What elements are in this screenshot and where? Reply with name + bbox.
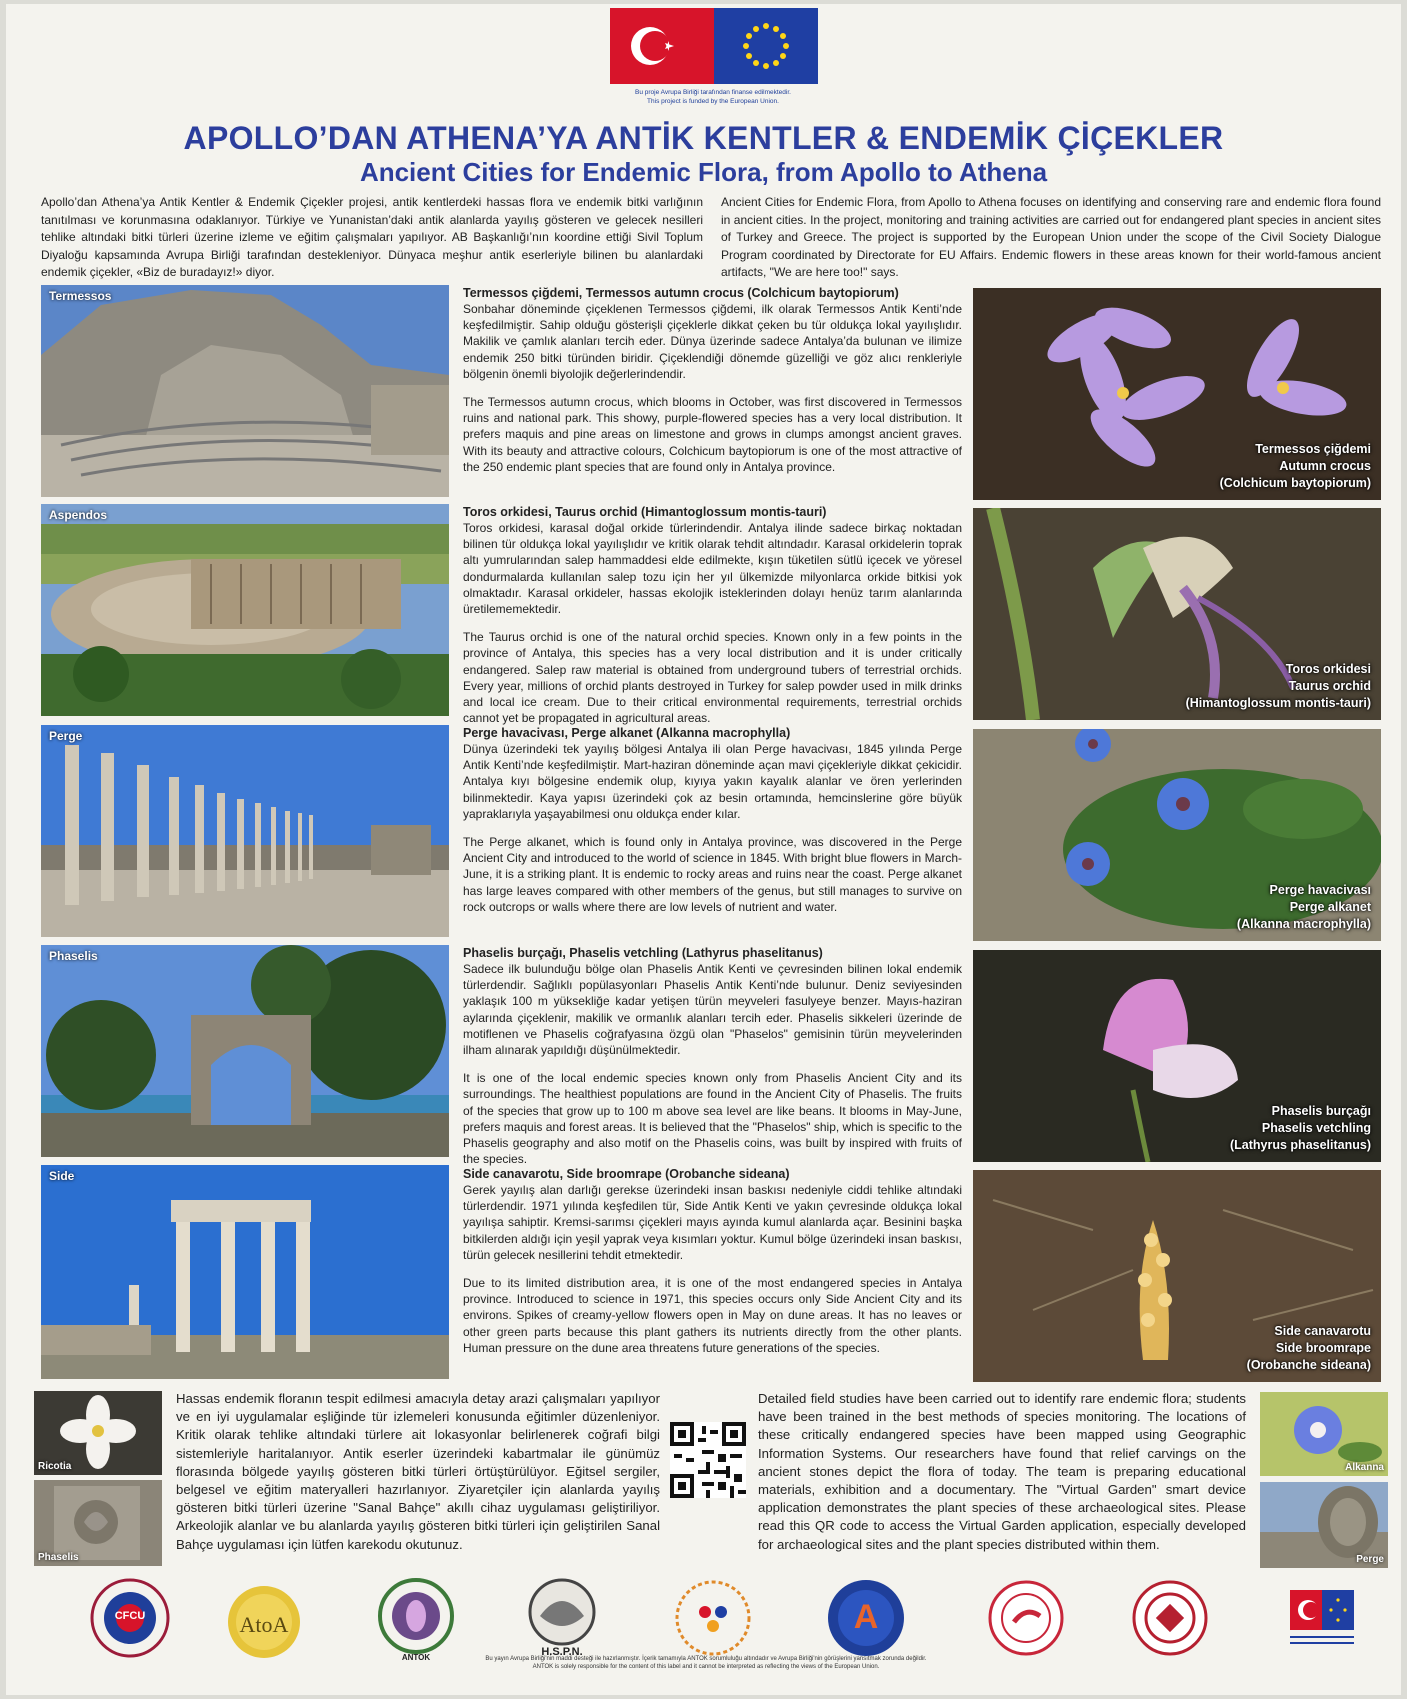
flower-photo-crocus xyxy=(973,288,1381,500)
title-english: Ancient Cities for Endemic Flora, from Apollo to Athena xyxy=(359,157,1048,187)
flower-photo-vetchling xyxy=(973,950,1381,1162)
species-phaselis-vetchling xyxy=(463,945,962,1179)
eu-note-line2: This project is funded by the European Union. xyxy=(647,98,779,105)
flower-caption-broomrape xyxy=(1247,1323,1371,1374)
caption-line: (Colchicum baytopiorum) xyxy=(1219,476,1371,490)
caption-line: Taurus orchid xyxy=(1288,679,1371,693)
species-heading: Phaselis burçağı, Phaselis vetchling (Lathyrus phaselitanus) xyxy=(463,946,823,960)
thumb-phaselis-relief xyxy=(34,1480,162,1566)
antok-logo xyxy=(374,1576,458,1660)
site-photo-termessos xyxy=(41,285,449,497)
site-label-aspendos: Aspendos xyxy=(49,508,108,522)
turkey-flag-icon xyxy=(610,8,714,84)
site-label-phaselis: Phaselis xyxy=(49,949,98,963)
antok-logo-text: ANTOK xyxy=(401,1653,431,1662)
species-perge-alkanet xyxy=(463,725,962,927)
intro-english: Ancient Cities for Endemic Flora, from Apollo to Athena focuses on identifying and conserving rare and endemic flora found in ancient cities. In the project, monitoring and training activities are carried out for endangered plant species in ancient sites of Turkey and Greece. The project is supported by the European Union under the scope of the Civil Society Dialogue Program coordinated by Directorate for EU Affairs. Endemic flowers in these areas known for their world-famous ancient artifacts, "We are here too!" says. xyxy=(721,195,1381,279)
cfcu-logo-text: CFCU xyxy=(114,1610,146,1622)
caption-line: Phaselis burçağı xyxy=(1271,1104,1371,1118)
species-text-en: The Taurus orchid is one of the natural orchid species. Known only in a few points in the province of Antalya, this species has a very local distribution and it is under critically endangered. Salep raw material is obtained from underground tubers of terrestrial orchids. Every year, millions of orchid plants destroyed in Turkey for salep powder used in milk drinks and local ice cream. Due to their critical environmental requirements, terrestrial orchids cannot yet be propagated in agricultural areas. xyxy=(463,630,962,726)
flower-caption-alkanet xyxy=(1237,882,1371,933)
thumb-label-alkanna: Alkanna xyxy=(1345,1462,1384,1473)
flower-photo-alkanet xyxy=(973,729,1381,941)
species-text-tr: Sadece ilk bulunduğu bölge olan Phaselis Antik Kenti ve çevresinden bilinen lokal endemik türlerdendir. Sağlıklı popülasyonları Phaselis Antik Kenti’nde bulunur. Deniz seviyesinden yaklaşık 100 m yüksekliğe kadar yetişen türün meyveleri fasulyeye benzer. Mayıs-haziran aylarında çiçeklenir, makilik ve ormanlık alanları tercih eder. Phaselis sikkeleri üzerinde de motiflenen ve Phaselis coğrafyasına özgü olan "Phaselos" gemisinin türün meyvelerinden ilham alınarak yapıldığı düşünülmektedir. xyxy=(463,962,962,1058)
disclaimer-line2: ANTOK is solely responsible for the content of this label and it cannot be interpreted as reflecting the views of the European Union. xyxy=(532,1664,880,1670)
intro-turkish: Apollo’dan Athena’ya Antik Kentler & Endemik Çiçekler projesi, antik kentlerdeki hassas flora ve endemik bitki varlığının tanıtılması ve korunmasına odaklanıyor. Türkiye ve Yunanistan’daki antik alanlarda yayılış gösteren ve gelecek nesilleri tehlike altındaki bitki türleri üzerine izleme ve eğitim çalışmaları yapılıyor. AB Başkanlığı’nın koordine ettiği Sivil Toplum Diyaloğu kapsamında Avrupa Birliği tarafından destekleniyor. Dünyaca meşhur antik eserleriyle bilinen bu alanlardaki endemik çiçekler, «Biz de buradayız!» diyor. xyxy=(41,195,703,279)
flower-caption-crocus xyxy=(1220,441,1371,492)
species-side-broomrape xyxy=(463,1166,962,1368)
thumb-perge-relief xyxy=(1260,1482,1388,1568)
caption-line: Perge havacivası xyxy=(1269,883,1371,897)
hspn-logo xyxy=(520,1576,604,1660)
qr-code-icon[interactable] xyxy=(670,1422,746,1498)
species-heading: Side canavarotu, Side broomrape (Orobanche sideana) xyxy=(463,1167,790,1181)
species-heading: Toros orkidesi, Taurus orchid (Himantoglossum montis-tauri) xyxy=(463,505,827,519)
akdeniz-logo-text: A xyxy=(853,1598,879,1636)
site-photo-aspendos xyxy=(41,504,449,716)
apollo-athena-logo xyxy=(222,1576,306,1660)
site-photo-side xyxy=(41,1165,449,1379)
flower-photo-broomrape xyxy=(973,1170,1381,1382)
title-turkish: APOLLO’DAN ATHENA’YA ANTİK KENTLER & ENDEMİK ÇİÇEKLER xyxy=(183,120,1224,156)
site-label-termessos: Termessos xyxy=(49,289,112,303)
species-text-tr: Dünya üzerindeki tek yayılış bölgesi Antalya ili olan Perge havacivası, 1845 yılında Perge Antik Kenti’nde keşfedilmiştir. Mart-haziran döneminde açan mavi çiçekleriyle dikkat çekicidir. Antalya kıyı bölgesine endemik olup, kıyıya yakın kayalık alanlar ve ören yerlerinden bilinmektedir. Kaya yapısı üzerindeki çok az besin ortamında, hemcinslerine göre büyük yapraklarıyla yaşayabilmesi onu oldukça ender kılar. xyxy=(463,742,962,821)
civil-society-dialogue-logo xyxy=(671,1576,755,1660)
caption-line: Phaselis vetchling xyxy=(1261,1121,1371,1135)
caption-line: (Orobanche sideana) xyxy=(1246,1358,1371,1372)
species-text-tr: Gerek yayılış alan darlığı gerekse üzerindeki insan baskısı nedeniyle ciddi tehlike altındaki türlerdendir. 1971 yılında keşfedilen tür, Side Antik Kenti ve yakın çevresinde oldukça lokal yayılışa sahiptir. Kremsi-sarımsı çiçekleri mayıs ayında kumul alanlarda açar. Besinini başka bitkilerden aldığı için yeşil yaprak veya kısımları yoktur. Kumul bölge üzerindeki insan baskısı, türün gelecek nesillerini tehdit etmektedir. xyxy=(463,1183,962,1262)
species-text-tr: Toros orkidesi, karasal doğal orkide türlerindendir. Antalya ilinde sadece birkaç noktadan bilinen tür oldukça lokal yayılışlıdır ve kritik olarak tehdit altındadır. Karasal orkidelerin toprak altı yumrularından salep hammaddesi elde edilmekte, kışın tüketilen sütlü içecek ve yöresel dondurmalarda kullanılan salep tozu için her yıl ülkemizde milyonlarca orkide bitkisi yok olmaktadır. Karasal orkideler, hassas ekolojik isteklerinden dolayı henüz tarım alanlarında üretilememektedir. xyxy=(463,521,962,617)
caption-line: (Lathyrus phaselitanus) xyxy=(1230,1138,1371,1152)
hspn-logo-text: H.S.P.N. xyxy=(541,1646,583,1658)
ministry-logo-2 xyxy=(1128,1576,1212,1660)
site-photo-perge xyxy=(41,725,449,937)
species-text-en: Due to its limited distribution area, it is one of the most endangered species in Antalya province. Introduced to science in 1971, this species occurs only Side Ancient City and its environs. Spikes of creamy-yellow flowers open in May on dune areas. It has no leaves or other green parts because this plant gathers its nutrients directly from the other plants. Human pressure on the dune area threatens future generations of the species. xyxy=(463,1276,962,1355)
cfcu-logo xyxy=(88,1576,172,1660)
caption-line: Autumn crocus xyxy=(1279,459,1371,473)
species-text-en: The Perge alkanet, which is found only in Antalya province, was discovered in the Perge Ancient City and introduced to the world of science in 1845. With bright blue flowers in March-June, it is a striking plant. It is endemic to rocky areas and ruins near the coast. Perge alkanet has large leaves compared with other members of the genus, but still manages to survive on rock outcrops or walls where there are low levels of nutrient and water. xyxy=(463,835,962,914)
species-termessos-crocus xyxy=(463,285,962,487)
flower-caption-vetchling xyxy=(1230,1103,1371,1154)
thumb-label-phaselis: Phaselis xyxy=(38,1552,79,1563)
bottom-text-english: Detailed field studies have been carried out to identify rare endemic flora; students have been trained in the best methods of species monitoring. The locations of these critically endangered species have been mapped using Geographic Information Systems. Our researchers have found that relief carvings on the ancient stones depict the flora of today. The team is preparing educational materials, exhibition and a documentary. The "Virtual Garden" smart device application demonstrates the plant species of these archaeological sites. Please read this QR code to access the Virtual Garden application, especially developed for archaeological sites and the plant species distributed within them. xyxy=(758,1391,1246,1552)
directorate-eu-affairs-logo xyxy=(1282,1576,1362,1660)
species-heading: Termessos çiğdemi, Termessos autumn crocus (Colchicum baytopiorum) xyxy=(463,286,899,300)
thumb-alkanna xyxy=(1260,1392,1388,1476)
site-label-side: Side xyxy=(49,1169,75,1183)
bottom-text-turkish: Hassas endemik floranın tespit edilmesi amacıyla detay arazi çalışmaları yapılıyor ve en iyi uygulamalar eşliğinde tür izlemeleri konusunda eğitimler düzenleniyor. Kritik olarak tehlike altındaki türlere ait lokasyonlar belirlenerek coğrafi bilgi sistemleriyle haritalanıyor. Antik eserler üzerindeki kabartmalar ile günümüz florasında bölgede yayılış gösteren bitki türleri örtüştürülüyor. Eğitsel sergiler, belgesel ve eğitim materyalleri hazırlanıyor. Ziyaretçiler için alanlarda yayılış gösteren bitki türleri üzerine "Sanal Bahçe" akıllı cihaz uygulaması geliştiriliyor. Arkeolojik alanlar ve bu alanlarda yayılış gösteren bitki türleri için geliştirilen Sanal Bahçe uygulaması için lütfen karekodu okutunuz. xyxy=(176,1391,660,1552)
thumb-label-perge: Perge xyxy=(1356,1554,1384,1565)
flags-header xyxy=(606,6,820,110)
caption-line: (Himantoglossum montis-tauri) xyxy=(1185,696,1371,710)
species-text-en: It is one of the local endemic species known only from Phaselis Ancient City and its surroundings. The healthiest populations are found in the Ancient City of Phaselis. The fruits of the species that grow up to 100 m above sea level are like beans. It blooms in May-June, prefers maquis and forest areas. It is believed that the "Phaselos" ship, which is specific to the Phaselis geography and also motif on the Phaselis coins, was built by inspired with fruits of the species. xyxy=(463,1071,962,1167)
info-board xyxy=(6,4,1401,1695)
thumb-ricotia xyxy=(34,1391,162,1475)
eu-funding-note xyxy=(606,88,820,106)
caption-line: Toros orkidesi xyxy=(1285,662,1371,676)
site-photo-phaselis xyxy=(41,945,449,1157)
site-label-perge: Perge xyxy=(49,729,83,743)
disclaimer xyxy=(356,1655,1056,1671)
flower-photo-orchid xyxy=(973,508,1381,720)
caption-line: Side broomrape xyxy=(1275,1341,1371,1355)
caption-line: (Alkanna macrophylla) xyxy=(1236,917,1371,931)
thumb-label-ricotia: Ricotia xyxy=(38,1461,72,1472)
species-text-en: The Termessos autumn crocus, which blooms in October, was first discovered in Termessos ruins and national park. This showy, purple-flowered species has a very local distribution. It prefers maquis and pine areas on limestone and grows in clumps amongst ancient graves. With its beauty and attractive colours, Colchicum baytopiorum is one of the most attractive of the 250 endemic plant species that are found only in Antalya province. xyxy=(463,395,962,474)
caption-line: Termessos çiğdemi xyxy=(1255,442,1371,456)
eu-flag-icon xyxy=(714,8,818,84)
ministry-logo-1 xyxy=(984,1576,1068,1660)
eu-note-line1: Bu proje Avrupa Birliği tarafından finanse edilmektedir. xyxy=(635,89,791,96)
apollo-athena-logo-text: AtoA xyxy=(239,1612,289,1637)
caption-line: Perge alkanet xyxy=(1289,900,1371,914)
disclaimer-line1: Bu yayın Avrupa Birliği'nin maddi desteği ile hazırlanmıştır. İçerik tamamıyla ANTOK sorumluluğu altındadır ve Avrupa Birliği'nin görüşlerini yansıtmak zorunda değildir. xyxy=(485,1656,927,1662)
caption-line: Side canavarotu xyxy=(1274,1324,1371,1338)
species-text-tr: Sonbahar döneminde çiçeklenen Termessos çiğdemi, ilk olarak Termessos Antik Kenti’nde keşfedilmiştir. Sahip olduğu gösterişli çiçeklerle dikkat çeken bu tür oldukça lokal yayılışlıdır. Makilik ve çamlık alanları tercih eder. Dünya üzerinde sadece Antalya’da bulunan ve ilimize endemik 250 bitki türünden biridir. Çiçeklendiği dönemde güzelliği ve göz alıcı renkleriyle bölgenin önemli biyolojik değerlerindendir. xyxy=(463,302,962,381)
species-taurus-orchid xyxy=(463,504,962,738)
flower-caption-orchid xyxy=(1186,661,1371,712)
akdeniz-university-logo xyxy=(824,1576,908,1660)
species-heading: Perge havacivası, Perge alkanet (Alkanna macrophylla) xyxy=(463,726,791,740)
